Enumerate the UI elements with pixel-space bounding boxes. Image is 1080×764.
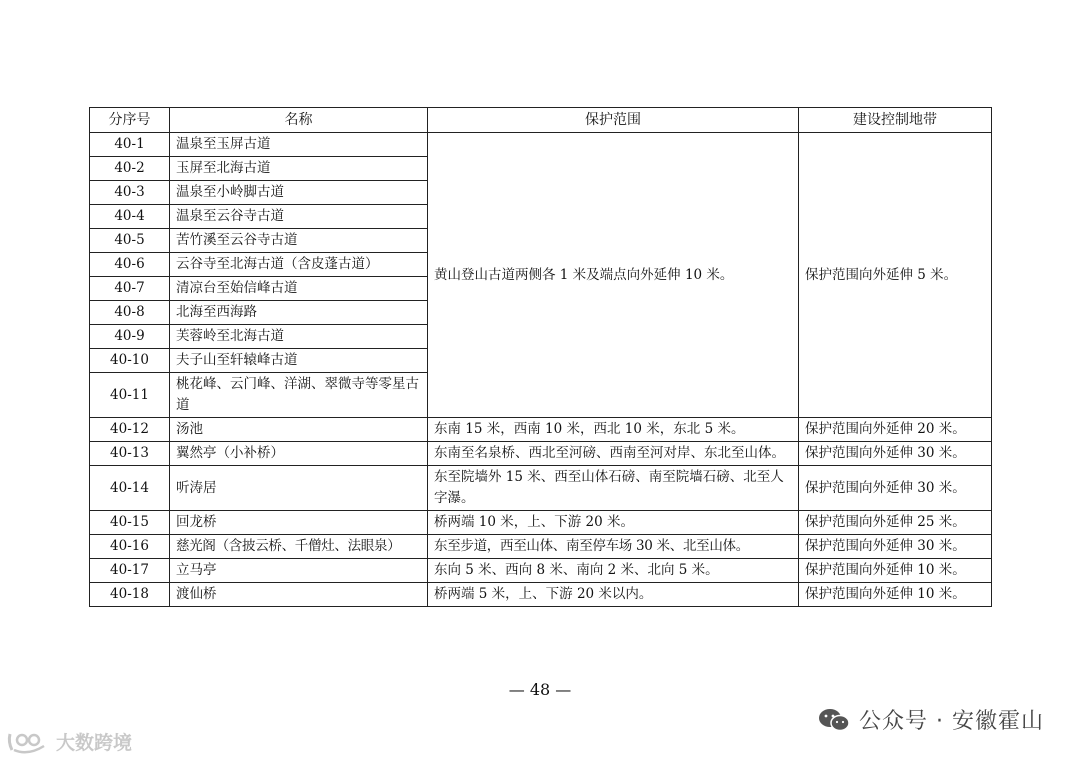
row-protection: 桥两端 10 米，上、下游 20 米。	[428, 511, 799, 535]
row-id: 40-9	[90, 325, 170, 349]
row-name: 温泉至小岭脚古道	[170, 181, 428, 205]
table-row	[90, 418, 992, 442]
table-row	[90, 442, 992, 466]
row-id: 40-6	[90, 253, 170, 277]
brand-logo-icon	[6, 730, 50, 754]
row-protection: 东至院墙外 15 米、西至山体石磅、南至院墙石磅、北至人字瀑。	[428, 466, 799, 511]
table-header-row	[90, 108, 992, 133]
row-name: 夫子山至轩辕峰古道	[170, 349, 428, 373]
row-id: 40-5	[90, 229, 170, 253]
table-row	[90, 583, 992, 607]
row-id: 40-11	[90, 373, 170, 418]
row-id: 40-8	[90, 301, 170, 325]
protection-table	[89, 107, 992, 607]
shared-protection-cell: 黄山登山古道两侧各 1 米及端点向外延伸 10 米。	[428, 133, 799, 418]
table-row	[90, 559, 992, 583]
row-id: 40-1	[90, 133, 170, 157]
row-id: 40-4	[90, 205, 170, 229]
row-name: 桃花峰、云门峰、洋湖、翠微寺等零星古道	[170, 373, 428, 418]
row-name: 苦竹溪至云谷寺古道	[170, 229, 428, 253]
row-name: 回龙桥	[170, 511, 428, 535]
row-id: 40-7	[90, 277, 170, 301]
table-row	[90, 535, 992, 559]
table-row	[90, 466, 992, 511]
shared-control-cell: 保护范围向外延伸 5 米。	[799, 133, 992, 418]
row-id: 40-2	[90, 157, 170, 181]
row-control: 保护范围向外延伸 30 米。	[799, 466, 992, 511]
row-id: 40-18	[90, 583, 170, 607]
watermark-brand	[6, 728, 132, 755]
row-name: 立马亭	[170, 559, 428, 583]
row-id: 40-10	[90, 349, 170, 373]
row-control: 保护范围向外延伸 20 米。	[799, 418, 992, 442]
row-name: 清凉台至始信峰古道	[170, 277, 428, 301]
row-id: 40-17	[90, 559, 170, 583]
header-name: 名称	[170, 108, 428, 133]
row-name: 云谷寺至北海古道（含皮蓬古道）	[170, 253, 428, 277]
header-protection: 保护范围	[428, 108, 799, 133]
row-control: 保护范围向外延伸 10 米。	[799, 583, 992, 607]
watermark-brand-text: 大数跨境	[56, 732, 133, 754]
row-name: 渡仙桥	[170, 583, 428, 607]
row-control: 保护范围向外延伸 30 米。	[799, 442, 992, 466]
row-protection: 桥两端 5 米，上、下游 20 米以内。	[428, 583, 799, 607]
wechat-icon	[817, 707, 851, 733]
row-name: 芙蓉岭至北海古道	[170, 325, 428, 349]
row-name: 温泉至玉屏古道	[170, 133, 428, 157]
row-protection: 东南 15 米，西南 10 米，西北 10 米，东北 5 米。	[428, 418, 799, 442]
watermark-account	[817, 704, 1044, 735]
row-protection: 东南至名泉桥、西北至河磅、西南至河对岸、东北至山体。	[428, 442, 799, 466]
table-row	[90, 511, 992, 535]
row-control: 保护范围向外延伸 30 米。	[799, 535, 992, 559]
row-name: 慈光阁（含披云桥、千僧灶、法眼泉）	[170, 535, 428, 559]
row-name: 北海至西海路	[170, 301, 428, 325]
watermark-account-text: 公众号 · 安徽霍山	[859, 709, 1044, 734]
row-id: 40-14	[90, 466, 170, 511]
row-name: 听涛居	[170, 466, 428, 511]
row-name: 温泉至云谷寺古道	[170, 205, 428, 229]
row-name: 翼然亭（小补桥）	[170, 442, 428, 466]
header-serial: 分序号	[90, 108, 170, 133]
row-id: 40-12	[90, 418, 170, 442]
row-id: 40-16	[90, 535, 170, 559]
table-row	[90, 133, 992, 157]
row-name: 玉屏至北海古道	[170, 157, 428, 181]
row-id: 40-13	[90, 442, 170, 466]
row-control: 保护范围向外延伸 25 米。	[799, 511, 992, 535]
row-id: 40-15	[90, 511, 170, 535]
page-number: — 48 —	[508, 680, 572, 699]
header-control: 建设控制地带	[799, 108, 992, 133]
row-id: 40-3	[90, 181, 170, 205]
row-name: 汤池	[170, 418, 428, 442]
row-protection: 东向 5 米、西向 8 米、南向 2 米、北向 5 米。	[428, 559, 799, 583]
row-protection: 东至步道，西至山体、南至停车场 30 米、北至山体。	[428, 535, 799, 559]
row-control: 保护范围向外延伸 10 米。	[799, 559, 992, 583]
